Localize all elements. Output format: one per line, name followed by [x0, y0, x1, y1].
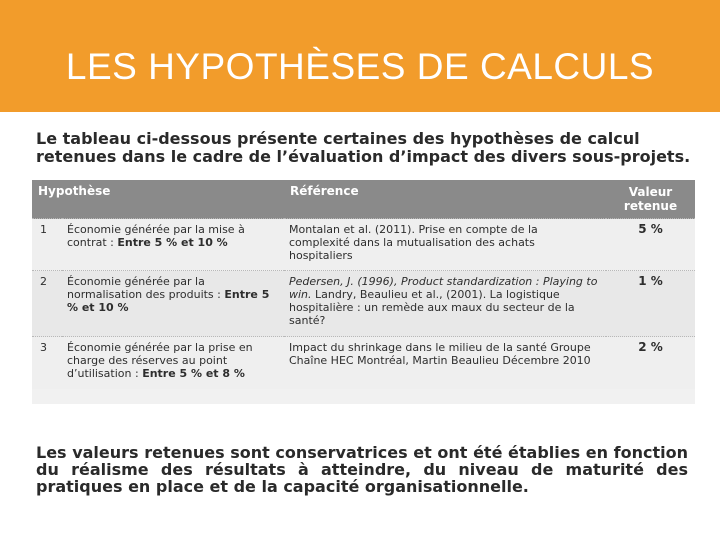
header-valeur-retenue: Valeur retenue: [606, 180, 695, 219]
table-header-row: [32, 180, 695, 219]
row-number: 1: [32, 219, 62, 271]
table-row: [32, 337, 695, 389]
intro-paragraph: Le tableau ci-dessous présente certaines des hypothèses de calcul retenues dans le cadre de l’évaluation d’impact des divers sous-projets.: [36, 129, 691, 166]
hypotheses-table: [32, 180, 695, 389]
reference-cell: [284, 271, 606, 337]
reference-cell: [284, 337, 606, 389]
conclusion-paragraph: Les valeurs retenues sont conservatrices et ont été établies en fonction du réalisme des résultats à atteindre, du niveau de maturité des pratiques en place et de la capacité organisationnelle.: [36, 443, 688, 496]
hypothese-text: Économie générée par la normalisation des produits :: [67, 275, 225, 301]
table-row: [32, 271, 695, 337]
table-row: [32, 219, 695, 271]
hypothese-cell: [62, 337, 284, 389]
row-number: 2: [32, 271, 62, 337]
valeur-cell: 2 %: [606, 337, 695, 389]
hypothese-range: Entre 5 % et 10 %: [117, 236, 228, 249]
header-reference: Référence: [284, 180, 606, 219]
valeur-cell: 1 %: [606, 271, 695, 337]
hypotheses-table-image: [32, 180, 695, 404]
reference-cell: [284, 219, 606, 271]
valeur-cell: 5 %: [606, 219, 695, 271]
hypothese-text: Économie générée par la mise à contrat :: [67, 223, 245, 249]
header-hypothese: Hypothèse: [32, 180, 284, 219]
hypothese-cell: [62, 271, 284, 337]
hypothese-range: Entre 5 % et 10 %: [67, 288, 270, 314]
hypothese-range: Entre 5 % et 8 %: [142, 367, 245, 380]
reference-text: Landry, Beaulieu et al., (2001). La logistique hospitalière : un remède aux maux du secteur de la santé?: [289, 288, 575, 327]
reference-text: Montalan et al. (2011). Prise en compte de la complexité dans la mutualisation des achats hospitaliers: [289, 223, 538, 262]
reference-text: Impact du shrinkage dans le milieu de la santé Groupe Chaîne HEC Montréal, Martin Beaulieu Décembre 2010: [289, 341, 591, 367]
hypothese-text: Économie générée par la prise en charge des réserves au point d’utilisation :: [67, 341, 253, 380]
hypothese-cell: [62, 219, 284, 271]
reference-italic-text: Pedersen, J. (1996), Product standardization : Playing to win.: [289, 275, 598, 301]
row-number: 3: [32, 337, 62, 389]
slide-title: LES HYPOTHÈSES DE CALCULS: [65, 46, 655, 87]
